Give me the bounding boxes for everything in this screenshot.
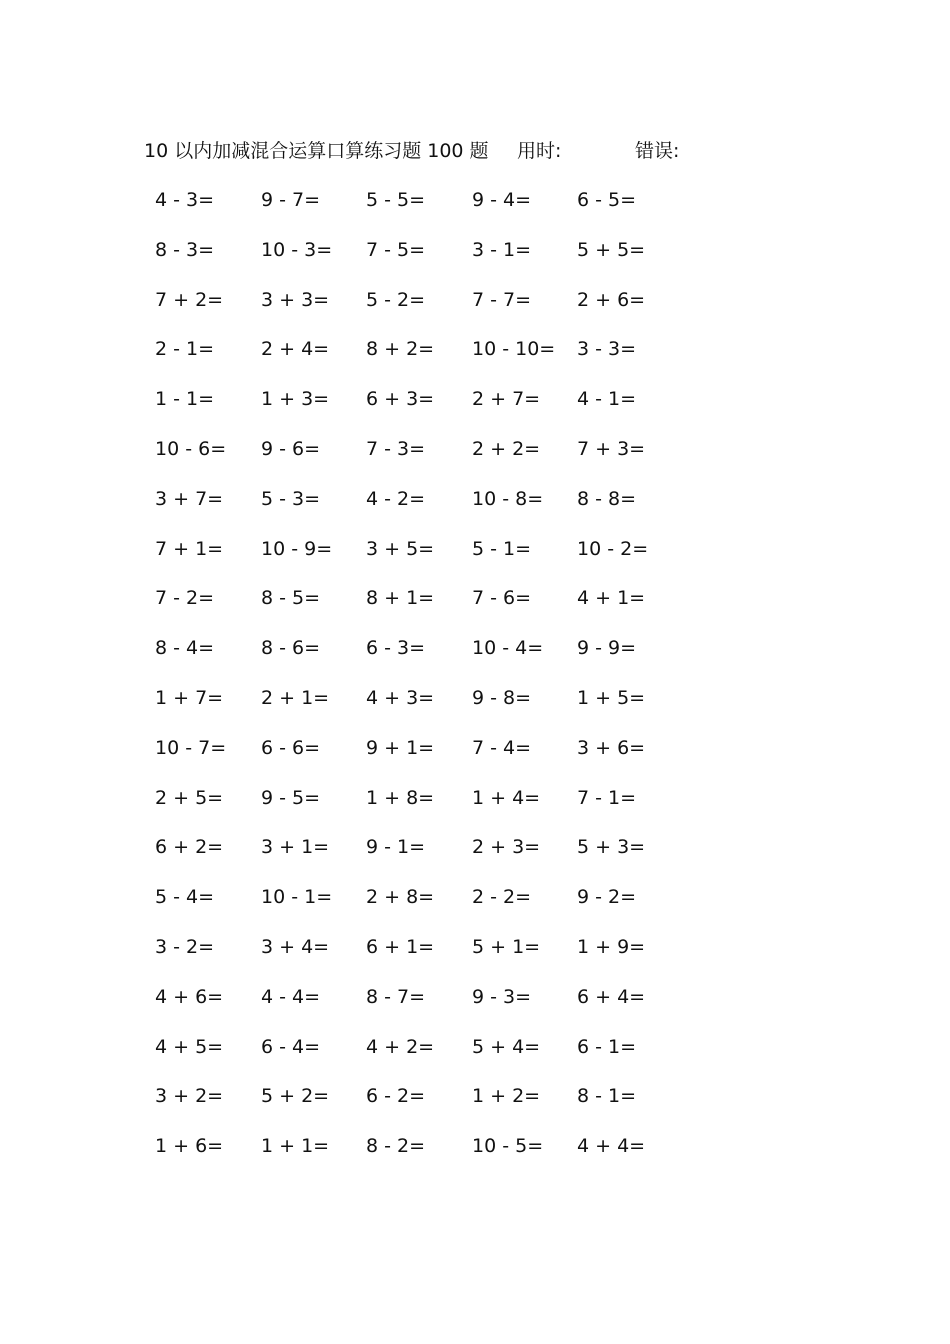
- problem-item: 10 - 1=: [261, 886, 333, 908]
- problem-item: 1 + 3=: [261, 388, 330, 410]
- problem-item: 2 + 6=: [577, 289, 646, 311]
- problem-item: 2 + 1=: [261, 687, 330, 709]
- problem-item: 7 + 2=: [155, 289, 224, 311]
- problem-item: 8 + 2=: [366, 338, 435, 360]
- problem-item: 2 + 2=: [472, 438, 541, 460]
- problem-row: [0, 681, 950, 715]
- problem-item: 5 + 2=: [261, 1085, 330, 1107]
- problem-item: 2 + 3=: [472, 836, 541, 858]
- problem-item: 7 - 3=: [366, 438, 426, 460]
- problem-item: 8 + 1=: [366, 587, 435, 609]
- problem-item: 1 + 1=: [261, 1135, 330, 1157]
- problem-row: [0, 532, 950, 566]
- problem-item: 9 + 1=: [366, 737, 435, 759]
- problem-row: [0, 980, 950, 1014]
- problem-item: 3 - 1=: [472, 239, 532, 261]
- problem-row: [0, 830, 950, 864]
- problem-row: [0, 283, 950, 317]
- problem-item: 5 - 1=: [472, 538, 532, 560]
- problem-item: 7 - 7=: [472, 289, 532, 311]
- problem-item: 9 - 4=: [472, 189, 532, 211]
- problem-item: 5 - 5=: [366, 189, 426, 211]
- problem-item: 5 - 2=: [366, 289, 426, 311]
- problem-item: 8 - 5=: [261, 587, 321, 609]
- problem-item: 4 - 1=: [577, 388, 637, 410]
- problem-item: 10 - 3=: [261, 239, 333, 261]
- problem-row: [0, 1030, 950, 1064]
- problem-row: [0, 581, 950, 615]
- problem-item: 4 - 2=: [366, 488, 426, 510]
- problem-row: [0, 930, 950, 964]
- problem-item: 7 + 1=: [155, 538, 224, 560]
- problem-item: 2 + 4=: [261, 338, 330, 360]
- problem-item: 2 + 7=: [472, 388, 541, 410]
- problem-item: 8 - 8=: [577, 488, 637, 510]
- problem-row: [0, 1079, 950, 1113]
- problem-item: 6 - 5=: [577, 189, 637, 211]
- worksheet-header: [144, 136, 744, 166]
- problem-item: 9 - 7=: [261, 189, 321, 211]
- problem-item: 7 - 5=: [366, 239, 426, 261]
- problem-item: 6 + 1=: [366, 936, 435, 958]
- problem-item: 6 - 2=: [366, 1085, 426, 1107]
- problem-item: 8 - 3=: [155, 239, 215, 261]
- problem-item: 1 + 8=: [366, 787, 435, 809]
- problem-item: 4 - 3=: [155, 189, 215, 211]
- problem-item: 5 + 5=: [577, 239, 646, 261]
- problem-item: 7 + 3=: [577, 438, 646, 460]
- problem-item: 1 + 5=: [577, 687, 646, 709]
- problem-item: 1 - 1=: [155, 388, 215, 410]
- errors-label: 错误:: [635, 140, 680, 162]
- problem-item: 5 + 1=: [472, 936, 541, 958]
- problem-item: 2 - 1=: [155, 338, 215, 360]
- problem-item: 1 + 9=: [577, 936, 646, 958]
- problem-item: 10 - 4=: [472, 637, 544, 659]
- problem-item: 4 + 3=: [366, 687, 435, 709]
- problem-item: 1 + 4=: [472, 787, 541, 809]
- problem-item: 5 - 3=: [261, 488, 321, 510]
- problem-item: 7 - 1=: [577, 787, 637, 809]
- problem-item: 6 + 4=: [577, 986, 646, 1008]
- problem-row: [0, 183, 950, 217]
- problem-item: 1 + 7=: [155, 687, 224, 709]
- problem-item: 3 + 5=: [366, 538, 435, 560]
- problem-item: 4 - 4=: [261, 986, 321, 1008]
- problem-item: 3 + 1=: [261, 836, 330, 858]
- problem-item: 9 - 2=: [577, 886, 637, 908]
- problem-item: 6 - 6=: [261, 737, 321, 759]
- problem-item: 6 + 3=: [366, 388, 435, 410]
- problem-item: 7 - 4=: [472, 737, 532, 759]
- problem-item: 10 - 6=: [155, 438, 227, 460]
- problem-item: 2 - 2=: [472, 886, 532, 908]
- problem-item: 3 + 6=: [577, 737, 646, 759]
- problem-item: 2 + 8=: [366, 886, 435, 908]
- problem-item: 9 - 3=: [472, 986, 532, 1008]
- problem-item: 5 + 3=: [577, 836, 646, 858]
- problem-item: 10 - 2=: [577, 538, 649, 560]
- problem-row: [0, 781, 950, 815]
- problem-item: 6 - 1=: [577, 1036, 637, 1058]
- problem-item: 2 + 5=: [155, 787, 224, 809]
- problem-item: 4 + 5=: [155, 1036, 224, 1058]
- problem-item: 4 + 1=: [577, 587, 646, 609]
- problem-item: 9 - 9=: [577, 637, 637, 659]
- problem-row: [0, 1129, 950, 1163]
- problem-item: 8 - 1=: [577, 1085, 637, 1107]
- problem-item: 7 - 6=: [472, 587, 532, 609]
- problem-item: 3 + 7=: [155, 488, 224, 510]
- problem-item: 3 + 3=: [261, 289, 330, 311]
- problem-row: [0, 880, 950, 914]
- problem-item: 1 + 6=: [155, 1135, 224, 1157]
- problem-row: [0, 332, 950, 366]
- problem-item: 4 + 4=: [577, 1135, 646, 1157]
- problem-row: [0, 382, 950, 416]
- problem-row: [0, 482, 950, 516]
- problem-row: [0, 233, 950, 267]
- problem-item: 6 - 4=: [261, 1036, 321, 1058]
- problem-item: 10 - 8=: [472, 488, 544, 510]
- problem-item: 9 - 8=: [472, 687, 532, 709]
- problem-item: 8 - 6=: [261, 637, 321, 659]
- problem-item: 9 - 1=: [366, 836, 426, 858]
- problem-item: 10 - 7=: [155, 737, 227, 759]
- problem-item: 9 - 5=: [261, 787, 321, 809]
- problem-item: 3 + 2=: [155, 1085, 224, 1107]
- problem-item: 5 + 4=: [472, 1036, 541, 1058]
- problem-item: 4 + 6=: [155, 986, 224, 1008]
- problem-item: 8 - 4=: [155, 637, 215, 659]
- problem-row: [0, 631, 950, 665]
- problem-item: 9 - 6=: [261, 438, 321, 460]
- problem-item: 8 - 7=: [366, 986, 426, 1008]
- problem-item: 7 - 2=: [155, 587, 215, 609]
- problem-row: [0, 432, 950, 466]
- problem-item: 10 - 10=: [472, 338, 556, 360]
- problem-item: 8 - 2=: [366, 1135, 426, 1157]
- problem-item: 6 + 2=: [155, 836, 224, 858]
- problem-item: 1 + 2=: [472, 1085, 541, 1107]
- problem-item: 3 - 2=: [155, 936, 215, 958]
- problem-item: 5 - 4=: [155, 886, 215, 908]
- problem-item: 6 - 3=: [366, 637, 426, 659]
- problem-item: 10 - 9=: [261, 538, 333, 560]
- problem-row: [0, 731, 950, 765]
- problem-item: 4 + 2=: [366, 1036, 435, 1058]
- problem-item: 3 + 4=: [261, 936, 330, 958]
- time-used-label: 用时:: [517, 140, 562, 162]
- worksheet-title: 10 以内加减混合运算口算练习题 100 题: [144, 140, 489, 162]
- problem-item: 10 - 5=: [472, 1135, 544, 1157]
- problem-item: 3 - 3=: [577, 338, 637, 360]
